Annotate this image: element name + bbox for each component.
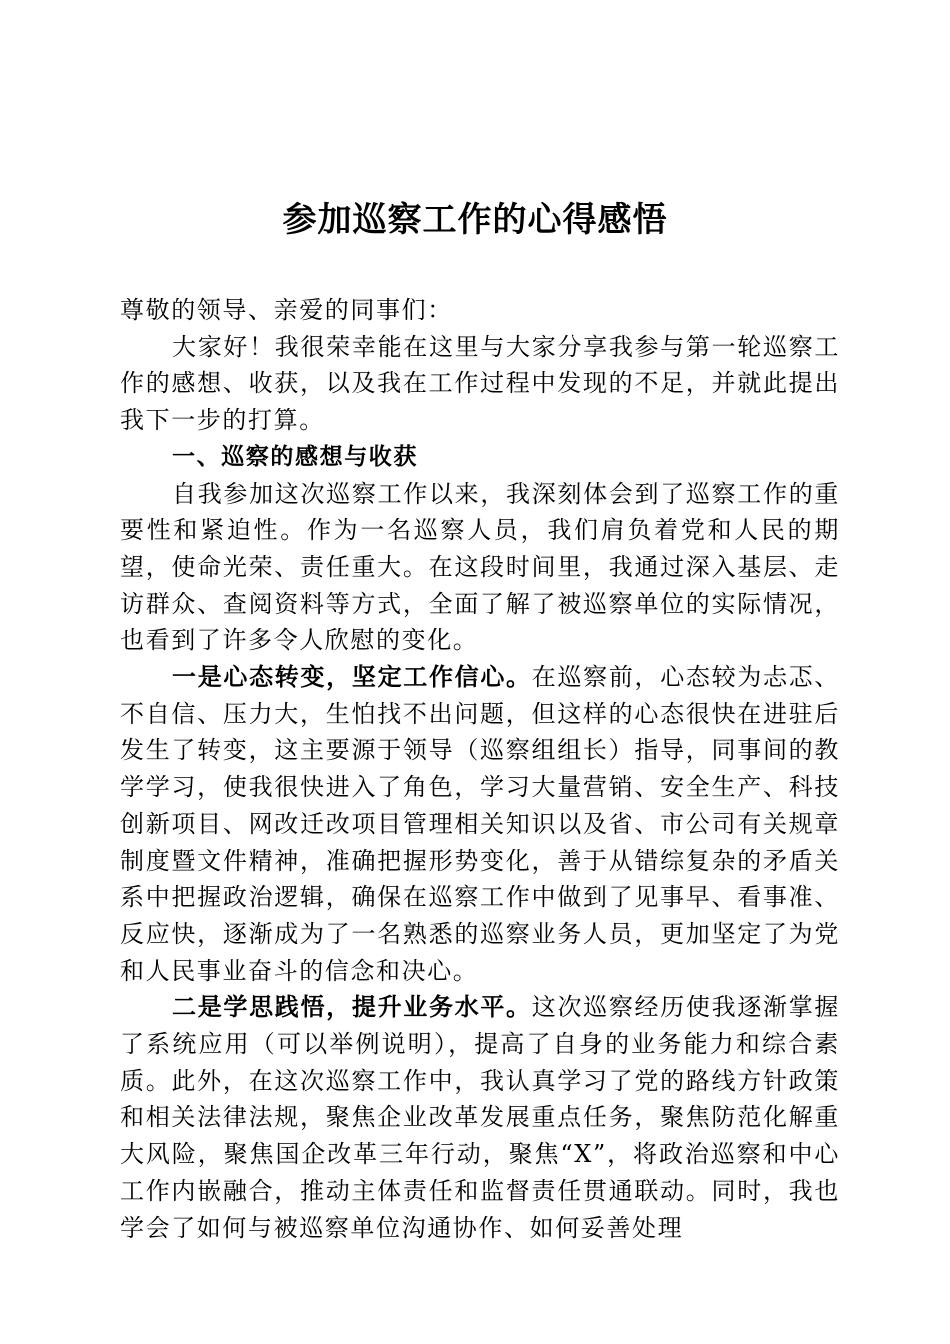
- intro-paragraph: 大家好！我很荣幸能在这里与大家分享我参与第一轮巡察工作的感想、收获，以及我在工作过程中发现的不足，并就此提出我下一步的打算。: [120, 332, 840, 435]
- document-title: 参加巡察工作的心得感悟: [282, 200, 668, 240]
- point-1-text: 在巡察前，心态较为忐忑、不自信、压力大，生怕找不出问题，但这样的心态很快在进驻后发生了转变，这主要源于领导（巡察组组长）指导，同事间的教学学习，使我很快进入了角色，学习大量营销、安全生产、科技创新项目、网改迁改项目管理相关知识以及省、市公司有关规章制度暨文件精神，准确把握形势变化，善于从错综复杂的矛盾关系中把握政治逻辑，确保在巡察工作中做到了见事早、看事准、反应快，逐渐成为了一名熟悉的巡察业务人员，更加坚定了为党和人民事业奋斗的信念和决心。: [120, 663, 841, 985]
- point-2-lead: 二是学思践悟，提升业务水平。: [172, 992, 532, 1022]
- section1-paragraph: 自我参加这次巡察工作以来，我深刻体会到了巡察工作的重要性和紧迫性。作为一名巡察人员，我们肩负着党和人民的期望，使命光荣、责任重大。在这段时间里，我通过深入基层、走访群众、查阅资料等方式，全面了解了被巡察单位的实际情况，也看到了许多令人欣慰的变化。: [120, 479, 840, 655]
- point-1-lead: 一是心态转变，坚定工作信心。: [172, 662, 532, 692]
- section-heading-1: 一、巡察的感想与收获: [172, 443, 418, 470]
- salutation: 尊敬的领导、亲爱的同事们：: [120, 296, 453, 324]
- document-body: [120, 292, 840, 1246]
- point-2-paragraph: [120, 989, 840, 1246]
- point-2-text: 这次巡察经历使我逐渐掌握了系统应用（可以举例说明），提高了自身的业务能力和综合素质。此外，在这次巡察工作中，我认真学习了党的路线方针政策和相关法律法规，聚焦企业改革发展重点任务，聚焦防范化解重大风险，聚焦国企改革三年行动，聚焦“X”，将政治巡察和中心工作内嵌融合，推动主体责任和监督责任贯通联动。同时，我也学会了如何与被巡察单位沟通协作、如何妥善处理: [120, 993, 841, 1242]
- point-1-paragraph: [120, 659, 840, 989]
